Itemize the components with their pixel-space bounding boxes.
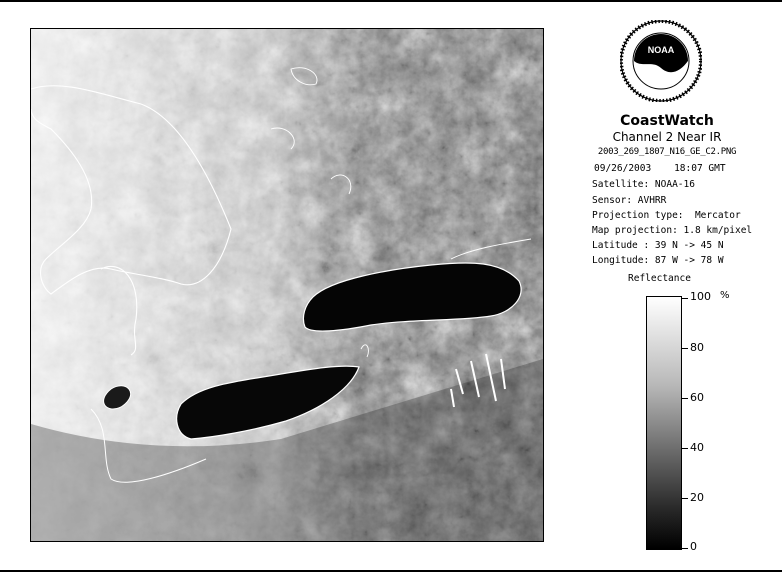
tick-label: 100 — [690, 290, 711, 303]
resolution-label: Map projection: 1.8 km/pixel — [592, 225, 753, 236]
longitude-label: Longitude: 87 W -> 78 W — [592, 255, 724, 266]
satellite-label: Satellite: NOAA-16 — [592, 179, 695, 190]
tick-mark — [682, 448, 688, 449]
tick-label: 20 — [690, 491, 704, 504]
channel-label: Channel 2 Near IR — [612, 130, 722, 144]
latitude-label: Latitude : 39 N -> 45 N — [592, 240, 724, 251]
tick-mark — [682, 398, 688, 399]
tick-label: 60 — [690, 391, 704, 404]
legend-title: Reflectance — [628, 273, 691, 284]
legend-unit: % — [720, 290, 730, 301]
tick-label: 0 — [690, 540, 697, 553]
satellite-svg — [31, 29, 543, 541]
reflectance-colorbar — [646, 296, 682, 550]
file-name: 2003_269_1807_N16_GE_C2.PNG — [597, 147, 737, 157]
brand-title: CoastWatch — [620, 113, 714, 129]
tick-label: 40 — [690, 441, 704, 454]
tick-mark — [682, 498, 688, 499]
satellite-image[interactable] — [30, 28, 544, 542]
tick-mark — [682, 298, 688, 299]
tick-mark — [682, 348, 688, 349]
date-time: 09/26/2003 18:07 GMT — [594, 163, 726, 174]
logo-text: NOAA — [647, 45, 675, 55]
top-rule — [0, 0, 782, 2]
tick-label: 80 — [690, 341, 704, 354]
sensor-label: Sensor: AVHRR — [592, 195, 667, 206]
projection-label: Projection type: Mercator — [592, 210, 741, 221]
noaa-logo — [620, 20, 702, 102]
tick-mark — [682, 548, 688, 549]
